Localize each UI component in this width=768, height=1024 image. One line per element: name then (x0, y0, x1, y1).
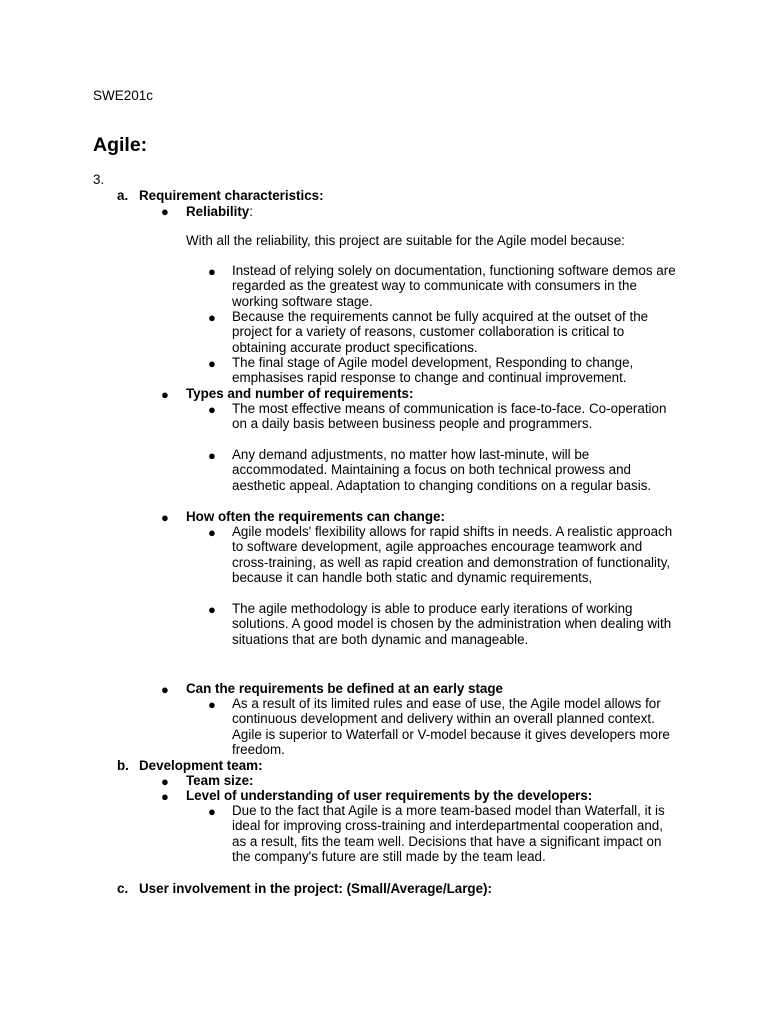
question-number: 3. (93, 172, 105, 187)
section-b-marker: b. (117, 758, 129, 773)
reliability-point: Because the requirements cannot be fully acquired at the outset of the project for a variety of reasons, customer collaboration is critical to obtaining accurate product specifications. (232, 309, 649, 355)
section-a-marker: a. (117, 188, 129, 203)
bullet-icon: ● (161, 204, 169, 219)
types-point: Any demand adjustments, no matter how last-minute, will be accommodated. Maintaining a focus on both technical prowess and aesthetic appeal. Adaptation to changing conditions on a regular basis. (232, 447, 652, 493)
reliability-colon: : (249, 204, 253, 219)
understanding-point: Due to the fact that Agile is a more team-based model than Waterfall, it is ideal for improving cross-training and interdepartmental cooperation and, as a result, fits the team well. Decisions that have a significant impact on the company's future are still made by the team lead. (232, 803, 665, 865)
reliability-heading (186, 204, 253, 219)
change-point: The agile methodology is able to produce early iterations of working solutions. A good model is chosen by the administration when dealing with situations that are both dynamic and manageable. (232, 601, 672, 647)
section-b-heading: Development team: (139, 758, 263, 773)
team-size-heading: Team size: (186, 773, 254, 788)
reliability-point: The final stage of Agile model development, Responding to change, emphasises rapid response to change and continual improvement. (232, 355, 634, 386)
understanding-heading: Level of understanding of user requirements by the developers: (186, 788, 593, 803)
bullet-icon: ● (161, 387, 169, 402)
course-code: SWE201c (93, 88, 154, 103)
bullet-icon: ● (208, 804, 216, 819)
bullet-icon: ● (208, 356, 216, 371)
bullet-icon: ● (208, 264, 216, 279)
change-point: Agile models' flexibility allows for rapid shifts in needs. A realistic approach to software development, agile approaches encourage teamwork and cross-training, as well as rapid creation and demonstration of functionality, because it can handle both static and dynamic requirements, (232, 524, 673, 586)
bullet-icon: ● (208, 525, 216, 540)
reliability-label: Reliability (186, 204, 250, 219)
bullet-icon: ● (208, 448, 216, 463)
types-heading: Types and number of requirements: (186, 386, 414, 401)
bullet-icon: ● (161, 789, 169, 804)
bullet-icon: ● (208, 697, 216, 712)
bullet-icon: ● (161, 774, 169, 789)
bullet-icon: ● (208, 602, 216, 617)
change-heading: How often the requirements can change: (186, 509, 445, 524)
section-c-heading: User involvement in the project: (Small/Average/Large): (139, 881, 492, 896)
bullet-icon: ● (161, 682, 169, 697)
types-point: The most effective means of communication is face-to-face. Co-operation on a daily basis between business people and programmers. (232, 401, 667, 432)
bullet-icon: ● (208, 310, 216, 325)
reliability-intro: With all the reliability, this project are suitable for the Agile model because: (186, 233, 625, 248)
early-point: As a result of its limited rules and ease of use, the Agile model allows for continuous development and delivery within an overall planned context. Agile is superior to Waterfall or V-model because it gives developers more freedom. (232, 696, 670, 758)
bullet-icon: ● (208, 402, 216, 417)
section-a-heading: Requirement characteristics: (139, 188, 324, 203)
document-title: Agile: (93, 134, 148, 156)
reliability-point: Instead of relying solely on documentation, functioning software demos are regarded as the greatest way to communicate with consumers in the working software stage. (232, 263, 676, 309)
section-c-marker: c. (117, 881, 129, 896)
bullet-icon: ● (161, 510, 169, 525)
early-heading: Can the requirements be defined at an early stage (186, 681, 504, 696)
